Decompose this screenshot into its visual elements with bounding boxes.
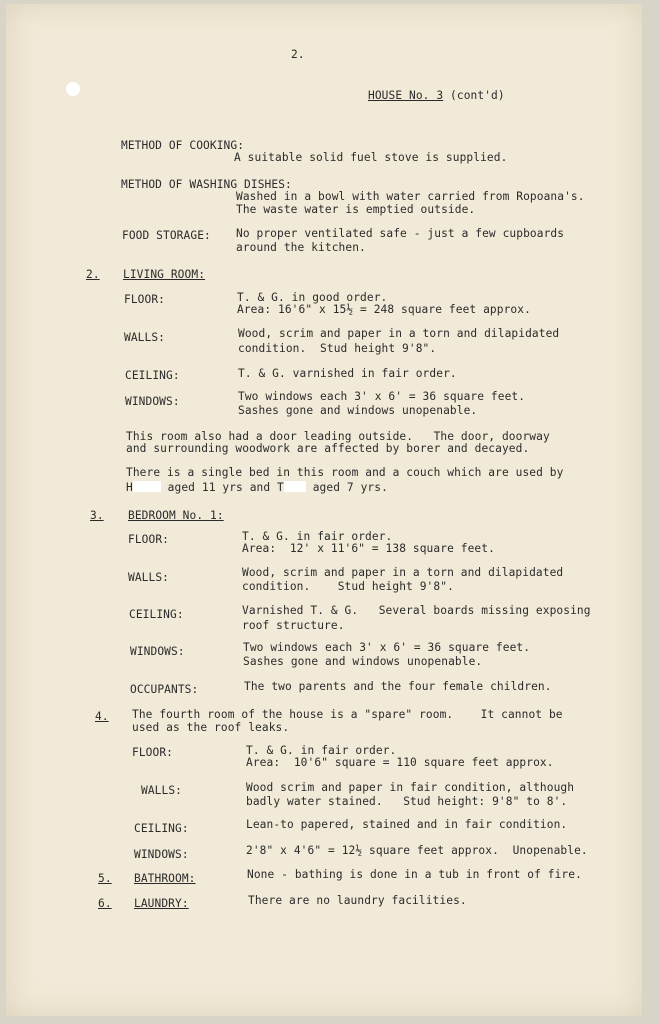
living-note-line-3: There is a single bed in this room and a couch which are used by xyxy=(126,466,564,479)
cooking-text: A suitable solid fuel stove is supplied. xyxy=(234,151,508,164)
bedroom-ceiling-label: CEILING: xyxy=(129,608,184,621)
spare-intro-line-2: used as the roof leaks. xyxy=(132,721,290,734)
food-storage-line-1: No proper ventilated safe - just a few cupboards xyxy=(236,227,565,240)
note-age-text-2: aged 7 yrs. xyxy=(305,481,388,494)
punch-hole xyxy=(66,82,80,96)
living-floor-line-2: Area: 16'6" x 15½ = 248 square feet approx. xyxy=(237,303,531,316)
bedroom-ceiling-line-2: roof structure. xyxy=(242,619,345,632)
spare-walls-line-2: badly water stained. Stud height: 9'8" to 8'. xyxy=(246,795,568,808)
living-note-line-2: and surrounding woodwork are affected by borer and decayed. xyxy=(126,442,530,455)
bedroom-walls-line-2: condition. Stud height 9'8". xyxy=(242,580,454,593)
washing-line-2: The waste water is emptied outside. xyxy=(236,203,476,216)
living-floor-line-1: T. & G. in good order. xyxy=(237,291,388,304)
living-room-number: 2. xyxy=(86,268,100,281)
spare-walls-label: WALLS: xyxy=(141,784,183,797)
laundry-title: LAUNDRY: xyxy=(134,897,189,910)
bedroom-ceiling-line-1: Varnished T. & G. Several boards missing exposing xyxy=(242,604,591,617)
spare-floor-label: FLOOR: xyxy=(132,746,174,759)
bedroom-floor-label: FLOOR: xyxy=(128,533,170,546)
page-header xyxy=(368,89,505,103)
cooking-label: METHOD OF COOKING: xyxy=(121,139,245,152)
spare-floor-line-1: T. & G. in fair order. xyxy=(246,744,397,757)
living-note-line-4 xyxy=(126,481,388,495)
note-age-text: aged 11 yrs and T xyxy=(160,481,284,494)
washing-label: METHOD OF WASHING DISHES: xyxy=(121,178,292,191)
bedroom-windows-line-2: Sashes gone and windows unopenable. xyxy=(243,655,483,668)
bedroom-windows-label: WINDOWS: xyxy=(130,645,185,658)
spare-ceiling-label: CEILING: xyxy=(134,822,189,835)
bedroom-number: 3. xyxy=(90,509,104,522)
spare-windows-text: 2'8" x 4'6" = 12½ square feet approx. Unopenable. xyxy=(246,844,588,857)
living-windows-label: WINDOWS: xyxy=(125,395,180,408)
bedroom-walls-label: WALLS: xyxy=(128,571,170,584)
living-windows-line-1: Two windows each 3' x 6' = 36 square feet. xyxy=(238,390,526,403)
redaction-box xyxy=(133,481,161,492)
living-floor-label: FLOOR: xyxy=(124,293,166,306)
house-title-suffix: (cont'd) xyxy=(443,89,505,102)
spare-floor-line-2: Area: 10'6" square = 110 square feet approx. xyxy=(246,756,554,769)
spare-room-number: 4. xyxy=(95,710,109,723)
spare-intro-line-1: The fourth room of the house is a "spare" room. It cannot be xyxy=(132,708,563,721)
redaction-box xyxy=(284,481,306,492)
bedroom-occupants-label: OCCUPANTS: xyxy=(130,683,199,696)
page-number: 2. xyxy=(291,48,305,61)
laundry-number: 6. xyxy=(98,897,112,910)
living-walls-line-1: Wood, scrim and paper in a torn and dilapidated xyxy=(238,327,560,340)
redacted-initial-1: H xyxy=(126,481,133,494)
living-note-line-1: This room also had a door leading outside. The door, doorway xyxy=(126,430,550,443)
living-windows-line-2: Sashes gone and windows unopenable. xyxy=(238,404,478,417)
food-storage-line-2: around the kitchen. xyxy=(236,241,366,254)
spare-windows-label: WINDOWS: xyxy=(134,848,189,861)
bedroom-windows-line-1: Two windows each 3' x 6' = 36 square feet. xyxy=(243,641,531,654)
living-ceiling-text: T. & G. varnished in fair order. xyxy=(238,367,457,380)
living-walls-line-2: condition. Stud height 9'8". xyxy=(238,342,437,355)
food-storage-label: FOOD STORAGE: xyxy=(122,229,211,242)
bathroom-text: None - bathing is done in a tub in front of fire. xyxy=(247,868,582,881)
living-walls-label: WALLS: xyxy=(124,331,166,344)
laundry-text: There are no laundry facilities. xyxy=(248,894,467,907)
bedroom-floor-line-1: T. & G. in fair order. xyxy=(242,530,393,543)
bedroom-floor-line-2: Area: 12' x 11'6" = 138 square feet. xyxy=(242,542,495,555)
bedroom-occupants-text: The two parents and the four female children. xyxy=(244,680,552,693)
bedroom-title: BEDROOM No. 1: xyxy=(128,509,224,522)
washing-line-1: Washed in a bowl with water carried from Ropoana's. xyxy=(236,190,585,203)
bathroom-number: 5. xyxy=(98,872,112,885)
living-ceiling-label: CEILING: xyxy=(125,369,180,382)
spare-ceiling-text: Lean-to papered, stained and in fair condition. xyxy=(246,818,568,831)
bedroom-walls-line-1: Wood, scrim and paper in a torn and dilapidated xyxy=(242,566,564,579)
house-title: HOUSE No. 3 xyxy=(368,89,444,102)
living-room-title: LIVING ROOM: xyxy=(123,268,206,281)
bathroom-title: BATHROOM: xyxy=(134,872,196,885)
spare-walls-line-1: Wood scrim and paper in fair condition, although xyxy=(246,781,575,794)
